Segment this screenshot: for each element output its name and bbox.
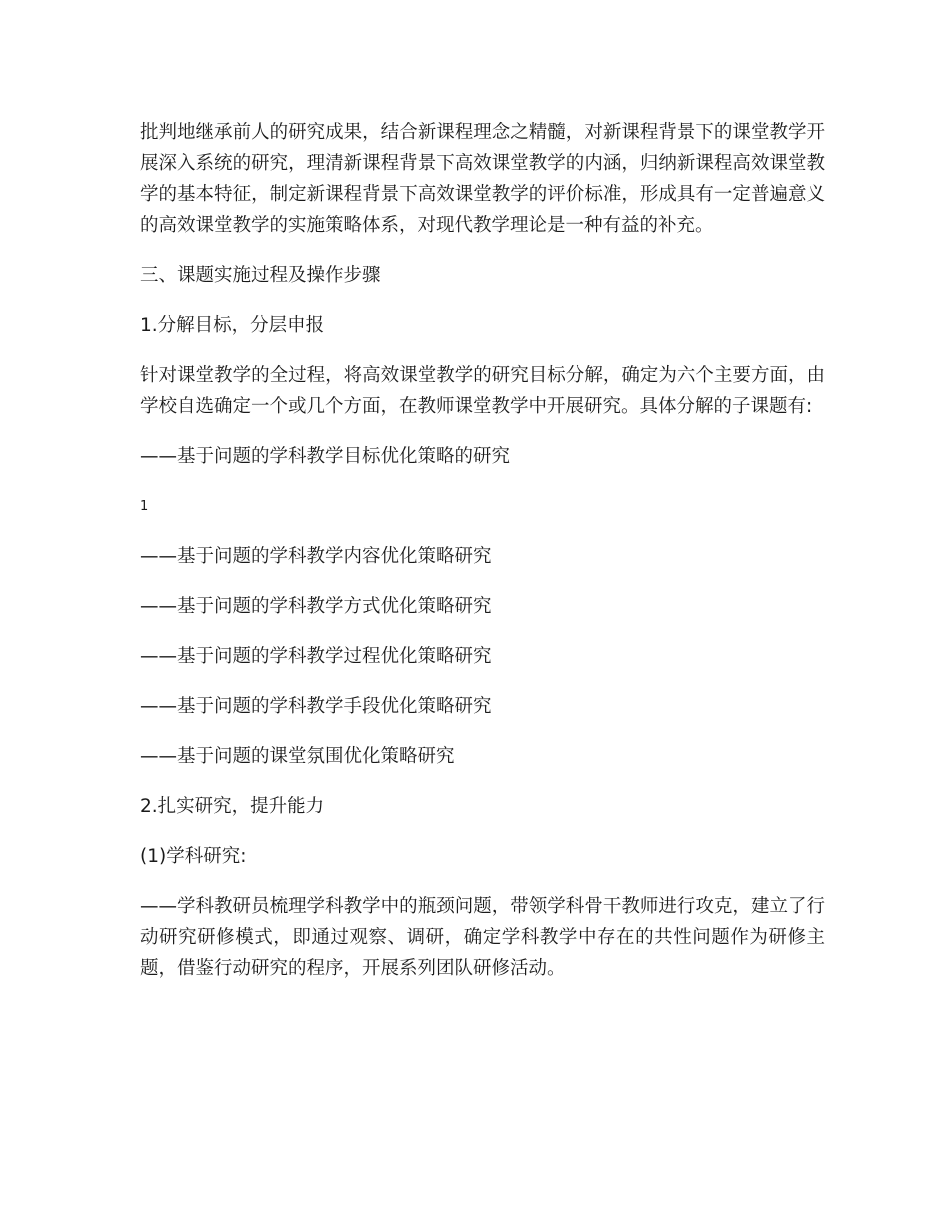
list-item-subtopic-3: ——基于问题的学科教学方式优化策略研究 [140, 596, 492, 617]
document-body [140, 117, 825, 984]
list-item-subtopic-5: ——基于问题的学科教学手段优化策略研究 [140, 696, 492, 717]
paragraph-goal-decomposition: 针对课堂教学的全过程，将高效课堂教学的研究目标分解，确定为六个主要方面，由学校自选确定一个或几个方面，在教师课堂教学中开展研究。具体分解的子课题有: [140, 365, 825, 417]
subheading-subject-research: (1)学科研究: [140, 846, 247, 867]
list-item-subtopic-1: ——基于问题的学科教学目标优化策略的研究 [140, 446, 511, 467]
paragraph-subject-research: ——学科教研员梳理学科教学中的瓶颈问题，带领学科骨干教师进行攻克，建立了行动研究研修模式，即通过观察、调研，确定学科教学中存在的共性问题作为研修主题，借鉴行动研究的程序，开展系列团队研修活动。 [140, 896, 825, 979]
paragraph-research-significance: 批判地继承前人的研究成果，结合新课程理念之精髓，对新课程背景下的课堂教学开展深入系统的研究，理清新课程背景下高效课堂教学的内涵，归纳新课程高效课堂教学的基本特征，制定新课程背景下高效课堂教学的评价标准，形成具有一定普遍意义的高效课堂教学的实施策略体系，对现代教学理论是一种有益的补充。 [140, 122, 825, 236]
page-number: 1 [140, 499, 149, 514]
subheading-solid-research: 2.扎实研究，提升能力 [140, 796, 325, 817]
section-heading-implementation: 三、课题实施过程及操作步骤 [140, 265, 381, 286]
list-item-subtopic-6: ——基于问题的课堂氛围优化策略研究 [140, 746, 455, 767]
list-item-subtopic-4: ——基于问题的学科教学过程优化策略研究 [140, 646, 492, 667]
list-item-subtopic-2: ——基于问题的学科教学内容优化策略研究 [140, 546, 492, 567]
subheading-decompose-goals: 1.分解目标，分层申报 [140, 315, 325, 336]
